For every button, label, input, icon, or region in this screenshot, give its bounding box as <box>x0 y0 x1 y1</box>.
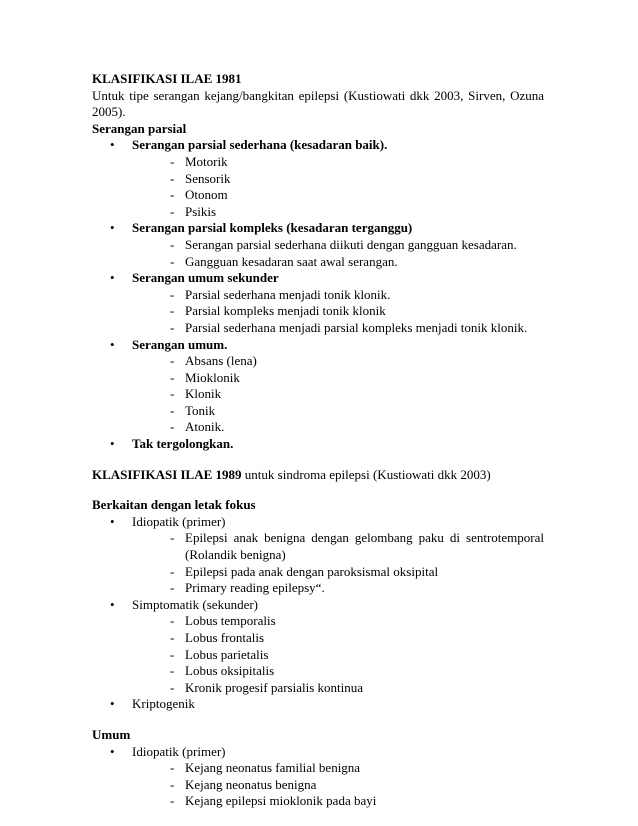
sub-item <box>132 171 544 188</box>
dash-marker: - <box>170 319 175 335</box>
sub-list <box>132 613 544 696</box>
spacer <box>92 453 544 467</box>
sub-item <box>132 663 544 680</box>
sub-item-text: Sensorik <box>185 170 231 186</box>
group-label: Simptomatik (sekunder) <box>132 596 259 612</box>
dash-marker: - <box>170 613 175 629</box>
sub-list <box>132 353 544 436</box>
sub-item-text: Kejang epilepsi mioklonik pada bayi <box>185 793 377 809</box>
dash-marker: - <box>170 286 175 302</box>
group-label: Serangan umum. <box>132 336 228 352</box>
dash-marker: - <box>170 663 175 679</box>
bullet-marker: • <box>110 336 115 352</box>
sub-item-text: Epilepsi anak benigna dengan gelombang paku di sentrotemporal (Rolandik benigna) <box>185 530 544 563</box>
group-label: Tak tergolongkan. <box>132 436 234 452</box>
dash-marker: - <box>170 187 175 203</box>
bullet-marker: • <box>110 743 115 759</box>
dash-marker: - <box>170 793 175 809</box>
sub-item-text: Atonik. <box>185 419 225 435</box>
section-2-title <box>92 467 544 484</box>
bullet-marker: • <box>110 436 115 452</box>
section-1-title: KLASIFIKASI ILAE 1981 <box>92 71 242 86</box>
group-label: Serangan parsial kompleks (kesadaran terganggu) <box>132 220 413 236</box>
sub-item-text: Parsial sederhana menjadi tonik klonik. <box>185 286 391 302</box>
dash-marker: - <box>170 203 175 219</box>
list-item <box>92 744 544 810</box>
dash-marker: - <box>170 563 175 579</box>
dash-marker: - <box>170 253 175 269</box>
sub-item-text: Absans (lena) <box>185 353 257 369</box>
dash-marker: - <box>170 679 175 695</box>
sub-item-text: Epilepsi pada anak dengan paroksismal oksipital <box>185 563 439 579</box>
bullet-marker: • <box>110 513 115 529</box>
list-item <box>92 696 544 713</box>
spacer <box>92 713 544 727</box>
sub-item <box>132 760 544 777</box>
sub-item <box>132 386 544 403</box>
bullet-marker: • <box>110 137 115 153</box>
sub-item <box>132 287 544 304</box>
sub-item-text: Kronik progesif parsialis kontinua <box>185 679 363 695</box>
sub-item-text: Parsial kompleks menjadi tonik klonik <box>185 303 386 319</box>
dash-marker: - <box>170 236 175 252</box>
sub-list <box>132 287 544 337</box>
section-2-title-bold: KLASIFIKASI ILAE 1989 <box>92 466 242 482</box>
sub-item <box>132 154 544 171</box>
sub-item-text: Lobus temporalis <box>185 613 276 629</box>
sub-item <box>132 419 544 436</box>
dash-marker: - <box>170 419 175 435</box>
document-page <box>92 71 544 810</box>
sub-item-text: Otonom <box>185 187 228 203</box>
sub-item-text: Lobus parietalis <box>185 646 269 662</box>
sub-item <box>132 777 544 794</box>
list-item <box>92 220 544 270</box>
sub-list <box>132 237 544 270</box>
section-1-list <box>92 137 544 452</box>
group-label: Idiopatik (primer) <box>132 743 226 759</box>
sub-item <box>132 353 544 370</box>
fokus-list <box>92 514 544 713</box>
group-label: Serangan parsial sederhana (kesadaran baik). <box>132 137 388 153</box>
group-label: Kriptogenik <box>132 696 195 712</box>
sub-item-text: Tonik <box>185 402 216 418</box>
sub-item-text: Primary reading epilepsy“. <box>185 580 325 596</box>
dash-marker: - <box>170 369 175 385</box>
sub-item-text: Lobus oksipitalis <box>185 663 275 679</box>
sub-list <box>132 154 544 220</box>
list-item <box>92 597 544 697</box>
sub-item <box>132 580 544 597</box>
sub-item-text: Serangan parsial sederhana diikuti dengan gangguan kesadaran. <box>185 236 517 252</box>
sub-item-text: Parsial sederhana menjadi parsial kompleks menjadi tonik klonik. <box>185 319 528 335</box>
list-item <box>92 137 544 220</box>
section-1-subheading: Serangan parsial <box>92 120 187 136</box>
sub-item <box>132 370 544 387</box>
fokus-heading: Berkaitan dengan letak fokus <box>92 497 256 513</box>
sub-item-text: Gangguan kesadaran saat awal serangan. <box>185 253 398 269</box>
sub-item <box>132 793 544 810</box>
dash-marker: - <box>170 303 175 319</box>
sub-item-text: Kejang neonatus benigna <box>185 776 317 792</box>
sub-item <box>132 320 544 337</box>
list-item <box>92 436 544 453</box>
dash-marker: - <box>170 580 175 596</box>
section-2-title-rest: untuk sindroma epilepsi (Kustiowati dkk 2003) <box>241 466 491 482</box>
dash-marker: - <box>170 776 175 792</box>
sub-item <box>132 647 544 664</box>
group-label: Serangan umum sekunder <box>132 270 279 286</box>
sub-item <box>132 564 544 581</box>
dash-marker: - <box>170 153 175 169</box>
sub-list <box>132 760 544 810</box>
bullet-marker: • <box>110 220 115 236</box>
sub-item <box>132 680 544 697</box>
sub-item <box>132 530 544 563</box>
dash-marker: - <box>170 402 175 418</box>
sub-item <box>132 204 544 221</box>
dash-marker: - <box>170 353 175 369</box>
sub-item-text: Lobus frontalis <box>185 630 265 645</box>
umum-heading: Umum <box>92 726 131 742</box>
sub-item-text: Psikis <box>185 203 217 219</box>
group-label: Idiopatik (primer) <box>132 513 226 529</box>
sub-item <box>132 403 544 420</box>
bullet-marker: • <box>110 596 115 612</box>
list-item <box>92 514 544 597</box>
dash-marker: - <box>170 170 175 186</box>
sub-item-text: Klonik <box>185 386 222 402</box>
sub-item <box>132 254 544 271</box>
umum-list <box>92 744 544 810</box>
spacer <box>92 483 544 497</box>
bullet-marker: • <box>110 270 115 286</box>
dash-marker: - <box>170 630 175 645</box>
sub-list <box>132 530 544 596</box>
sub-item-text: Motorik <box>185 153 228 169</box>
dash-marker: - <box>170 760 175 776</box>
sub-item-text: Mioklonik <box>185 369 240 385</box>
list-item <box>92 337 544 437</box>
sub-item <box>132 237 544 254</box>
bullet-marker: • <box>110 696 115 712</box>
sub-item <box>132 303 544 320</box>
list-item <box>92 270 544 336</box>
dash-marker: - <box>170 386 175 402</box>
sub-item <box>132 630 544 647</box>
sub-item <box>132 187 544 204</box>
sub-item-text: Kejang neonatus familial benigna <box>185 760 361 776</box>
dash-marker: - <box>170 646 175 662</box>
sub-item <box>132 613 544 630</box>
section-1-intro: Untuk tipe serangan kejang/bangkitan epilepsi (Kustiowati dkk 2003, Sirven, Ozuna 2005). <box>92 87 544 120</box>
dash-marker: - <box>170 530 175 546</box>
